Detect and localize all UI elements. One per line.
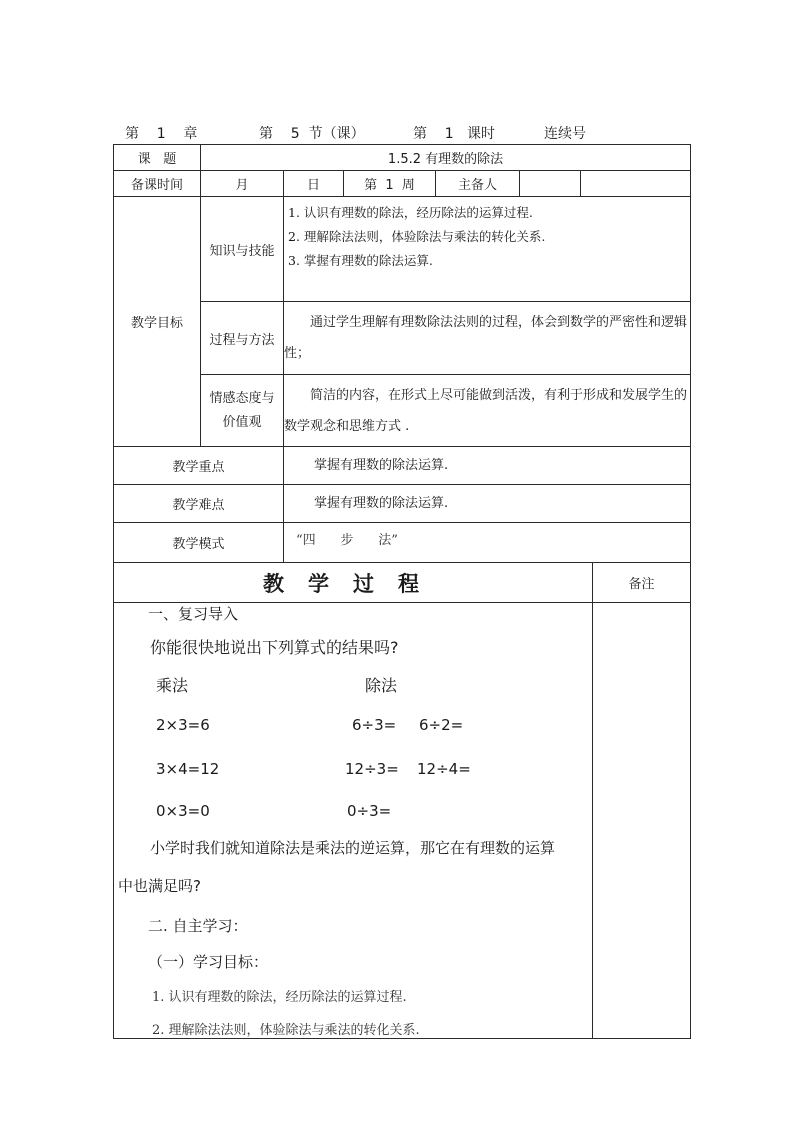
division-header: 除法 bbox=[365, 676, 398, 695]
day-cell bbox=[284, 171, 344, 197]
prep-time-blank bbox=[581, 171, 691, 197]
prep-time-label: 备课时间 bbox=[114, 171, 201, 197]
serial-number-label: 连续号 bbox=[544, 126, 586, 142]
process-method-row bbox=[114, 302, 691, 375]
process-title: 教学过程 bbox=[114, 563, 593, 603]
division-equation: 6÷3= bbox=[352, 716, 397, 734]
multiplication-equation: 0×3=0 bbox=[156, 802, 210, 820]
process-title-row bbox=[114, 563, 691, 603]
notes-label: 备注 bbox=[593, 563, 691, 603]
intro-paragraph-line2: 中也满足吗? bbox=[118, 877, 201, 895]
knowledge-row bbox=[114, 197, 691, 302]
topic-value: 1.5.2 有理数的除法 bbox=[201, 145, 691, 171]
difficulty-row bbox=[114, 485, 691, 523]
learning-goal-item: 1. 认识有理数的除法，经历除法的运算过程. bbox=[152, 990, 407, 1005]
division-equation: 0÷3= bbox=[347, 802, 392, 820]
month-label: 月 bbox=[235, 178, 249, 193]
emotion-label-line2: 价值观 bbox=[222, 414, 262, 430]
key-point-value: 掌握有理数的除法运算. bbox=[284, 447, 691, 485]
preparer-label: 主备人 bbox=[436, 171, 520, 197]
mode-label: 教学模式 bbox=[114, 523, 284, 563]
difficulty-value: 掌握有理数的除法运算. bbox=[284, 485, 691, 523]
emotion-label bbox=[201, 375, 284, 447]
knowledge-item: 3. 掌握有理数的除法运算. bbox=[288, 253, 433, 268]
topic-label: 课 题 bbox=[114, 145, 201, 171]
emotion-label-line1: 情感态度与 bbox=[209, 390, 275, 406]
learning-goals-subheading: （一）学习目标： bbox=[148, 953, 269, 971]
process-content-row bbox=[114, 603, 691, 1039]
knowledge-item: 1. 认识有理数的除法，经历除法的运算过程. bbox=[288, 205, 533, 220]
emotion-text: 简洁的内容，在形式上尽可能做到活泼，有利于形成和发展学生的数学观念和思维方式 . bbox=[284, 375, 691, 447]
review-heading: 一、复习导入 bbox=[148, 605, 239, 623]
page-header bbox=[113, 123, 693, 145]
multiplication-equation: 3×4=12 bbox=[156, 760, 220, 778]
week-label: 第 1 周 bbox=[344, 171, 436, 197]
goals-label: 教学目标 bbox=[114, 197, 201, 447]
division-equation: 6÷2= bbox=[419, 716, 464, 734]
preparer-value bbox=[520, 171, 581, 197]
key-point-row bbox=[114, 447, 691, 485]
section-label: 第 5 节（课） bbox=[259, 126, 365, 142]
difficulty-label: 教学难点 bbox=[114, 485, 284, 523]
mode-value: “四 步 法” bbox=[284, 523, 691, 563]
division-equation: 12÷4= bbox=[417, 760, 471, 778]
notes-column bbox=[593, 603, 691, 1039]
multiplication-equation: 2×3=6 bbox=[156, 716, 210, 734]
month-cell bbox=[201, 171, 284, 197]
process-content bbox=[114, 603, 593, 1039]
intro-paragraph-line1: 小学时我们就知道除法是乘法的逆运算，那它在有理数的运算 bbox=[150, 839, 556, 857]
learning-goal-item: 2. 理解除法法则，体验除法与乘法的转化关系. bbox=[152, 1023, 420, 1038]
process-method-text: 通过学生理解有理数除法法则的过程，体会到数学的严密性和逻辑性； bbox=[284, 302, 691, 375]
topic-row bbox=[114, 145, 691, 171]
mode-row bbox=[114, 523, 691, 563]
chapter-label: 第 1 章 bbox=[125, 126, 198, 142]
prep-time-row bbox=[114, 171, 691, 197]
key-point-label: 教学重点 bbox=[114, 447, 284, 485]
knowledge-label: 知识与技能 bbox=[201, 197, 284, 302]
day-label: 日 bbox=[306, 178, 320, 193]
division-equation: 12÷3= bbox=[345, 760, 399, 778]
period-label: 第 1 课时 bbox=[413, 126, 496, 142]
knowledge-item: 2. 理解除法法则，体验除法与乘法的转化关系. bbox=[288, 229, 546, 244]
process-method-label: 过程与方法 bbox=[201, 302, 284, 375]
review-question: 你能很快地说出下列算式的结果吗? bbox=[150, 638, 399, 657]
multiplication-header: 乘法 bbox=[156, 676, 189, 695]
self-study-heading: 二. 自主学习： bbox=[148, 917, 248, 935]
lesson-plan-table bbox=[113, 144, 691, 1039]
emotion-row bbox=[114, 375, 691, 447]
knowledge-content bbox=[284, 197, 691, 302]
